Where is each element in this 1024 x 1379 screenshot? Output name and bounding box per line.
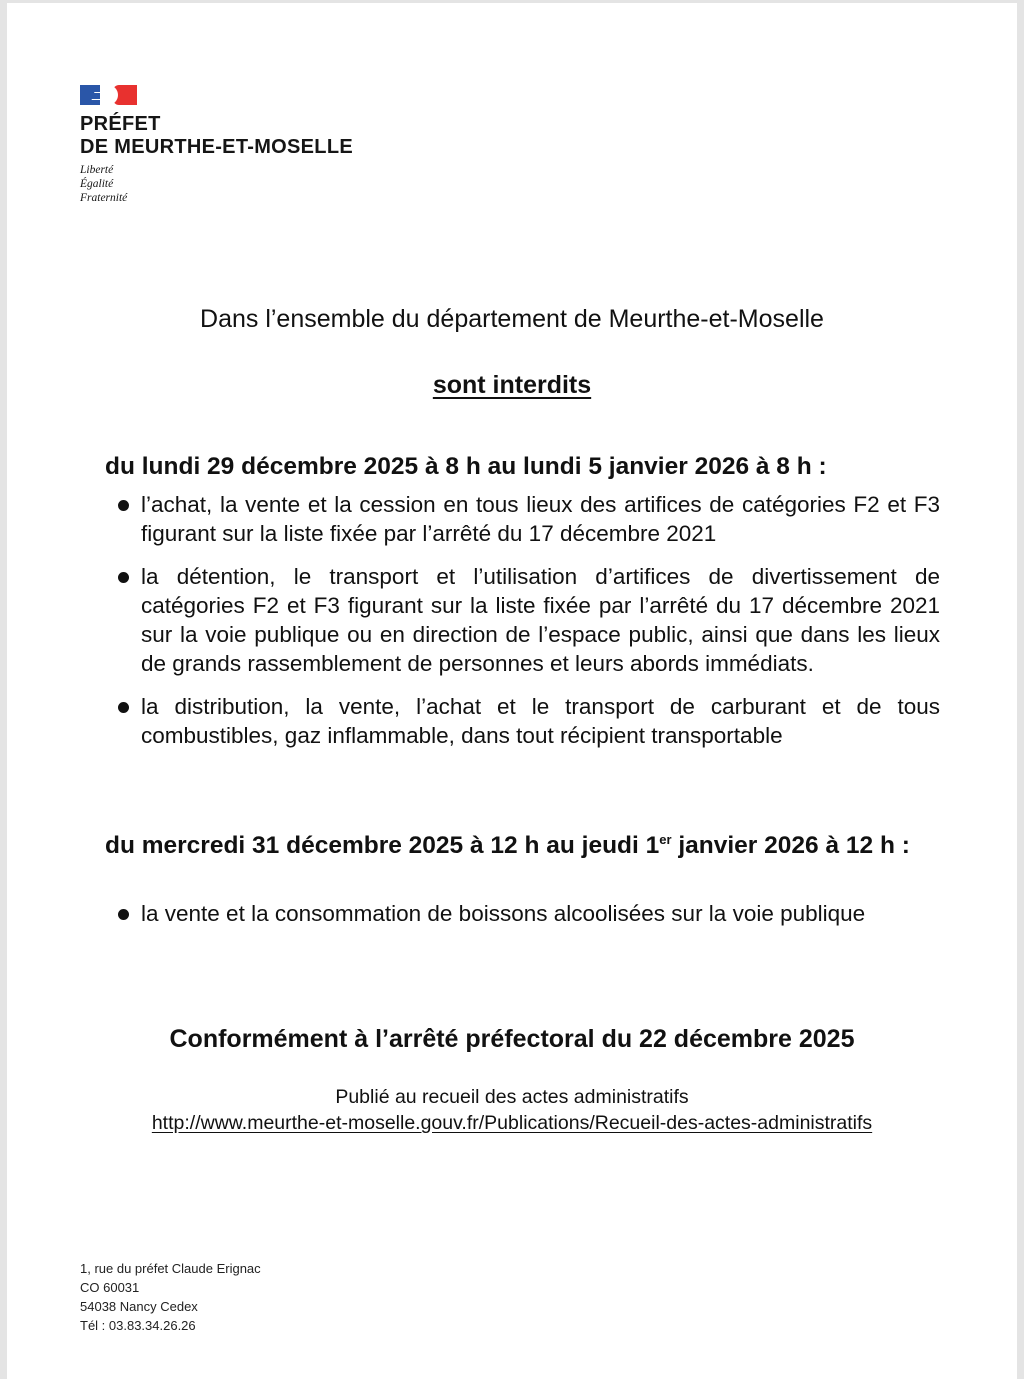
period-1-heading: du lundi 29 décembre 2025 à 8 h au lundi 5 janvier 2026 à 8 h : xyxy=(105,453,827,480)
bullet-icon xyxy=(118,572,129,583)
list-item: la détention, le transport et l’utilisation d’artifices de divertissement de catégories F2 et F3 figurant sur la liste fixée par l’arrêté du 17 décembre 2021 sur la voie publique ou en direction de l’espace public, ainsi que dans les lieux de grands rassemblement de personnes et leurs abords immédiats. xyxy=(110,562,940,678)
list-item: la vente et la consommation de boissons alcoolisées sur la voie publique xyxy=(110,899,940,928)
prefecture-title-line1: PRÉFET xyxy=(80,113,161,135)
prefecture-logo xyxy=(80,83,353,205)
republic-motto xyxy=(80,163,353,205)
publication-label: Publié au recueil des actes administratifs xyxy=(335,1086,689,1108)
headline: sont interdits xyxy=(432,371,592,399)
list-item: la distribution, la vente, l’achat et le transport de carburant et de tous combustibles, gaz inflammable, dans tout récipient transportable xyxy=(110,692,940,750)
address-postbox: CO 60031 xyxy=(80,1280,140,1295)
address-block xyxy=(80,1259,261,1335)
publication-info xyxy=(7,1084,1017,1136)
prefecture-title xyxy=(80,113,353,159)
document-page xyxy=(7,3,1017,1379)
motto-fraternite: Fraternité xyxy=(80,192,128,204)
bullet-icon xyxy=(118,500,129,511)
bullet-icon xyxy=(118,702,129,713)
period-2-list xyxy=(110,899,940,942)
motto-liberte: Liberté xyxy=(80,164,114,176)
period-1-list xyxy=(110,490,940,764)
publication-link[interactable]: http://www.meurthe-et-moselle.gouv.fr/Publications/Recueil-des-actes-administratifs xyxy=(151,1112,873,1134)
marianne-flag-icon xyxy=(80,83,138,107)
address-phone: Tél : 03.83.34.26.26 xyxy=(80,1318,196,1333)
period-2-heading: du mercredi 31 décembre 2025 à 12 h au jeudi 1er janvier 2026 à 12 h : xyxy=(105,832,910,860)
prefecture-title-line2: DE MEURTHE-ET-MOSELLE xyxy=(80,136,353,158)
bullet-icon xyxy=(118,909,129,920)
conclusion: Conformément à l’arrêté préfectoral du 22 décembre 2025 xyxy=(169,1025,855,1053)
address-city: 54038 Nancy Cedex xyxy=(80,1299,198,1314)
motto-egalite: Égalité xyxy=(80,178,114,190)
list-item: l’achat, la vente et la cession en tous lieux des artifices de catégories F2 et F3 figurant sur la liste fixée par l’arrêté du 17 décembre 2021 xyxy=(110,490,940,548)
intro-text: Dans l’ensemble du département de Meurthe-et-Moselle xyxy=(200,305,824,333)
address-street: 1, rue du préfet Claude Erignac xyxy=(80,1261,261,1276)
